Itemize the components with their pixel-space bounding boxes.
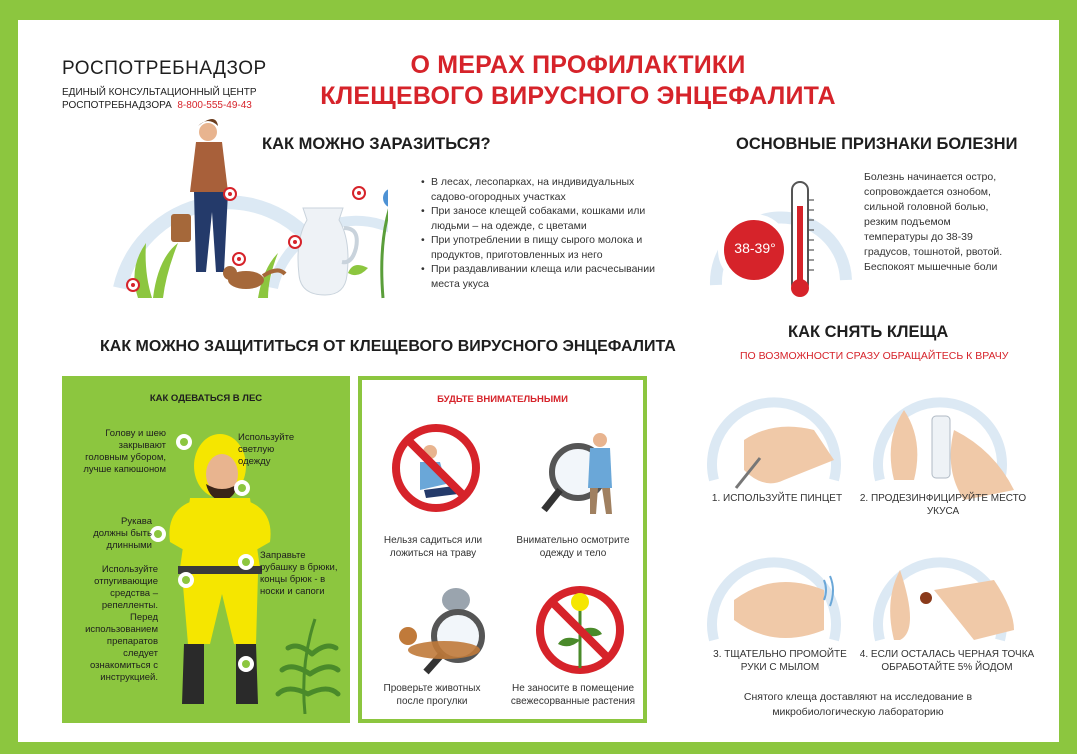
title-line1: О МЕРАХ ПРОФИЛАКТИКИ (410, 51, 746, 79)
infection-item: • При раздавливании клеща или расчесывании места укуса (431, 262, 661, 291)
removal-step-1: 1. ИСПОЛЬЗУЙТЕ ПИНЦЕТ (711, 493, 843, 504)
tick-marker-2 (232, 252, 246, 266)
removal-heading: КАК СНЯТЬ КЛЕЩА (788, 323, 949, 341)
brand-name: РОСПОТРЕБНАДЗОР (62, 58, 267, 79)
symptoms-heading: ОСНОВНЫЕ ПРИЗНАКИ БОЛЕЗНИ (736, 135, 1018, 153)
removal-subtitle: ПО ВОЗМОЖНОСТИ СРАЗУ ОБРАЩАЙТЕСЬ К ВРАЧУ (740, 350, 1009, 362)
protection-heading: КАК МОЖНО ЗАЩИТИТЬСЯ ОТ КЛЕЩЕВОГО ВИРУСНОГО ЭНЦЕФАЛИТА (100, 338, 676, 355)
no-fresh-plants-icon (530, 580, 630, 680)
temperature-badge: 38-39° (734, 240, 776, 256)
attention-panel (358, 376, 647, 723)
infection-item: • В лесах, лесопарках, на индивидуальных садово-огородных участках (431, 175, 661, 204)
clothing-repellent-note: Используйте отпугивающие средства – репелленты. Перед использованием препаратов следует ознакомиться с инструкцией. (85, 564, 158, 683)
no-sitting-on-grass-icon (386, 418, 486, 518)
clothing-panel (62, 376, 350, 723)
thermometer-illustration (706, 170, 856, 300)
tile-inspect-body-caption: Внимательно осмотрите одежду и тело (516, 535, 630, 559)
tick-marker-4 (288, 235, 302, 249)
tile-no-plants-caption: Не заносите в помещение свежесорванные растения (510, 683, 636, 707)
marker-clothing (234, 480, 250, 496)
consult-center-line1: ЕДИНЫЙ КОНСУЛЬТАЦИОННЫЙ ЦЕНТР (62, 87, 257, 98)
tick-marker-3 (126, 278, 140, 292)
marker-head (176, 434, 192, 450)
clothing-light-note: Используйте светлую одежду (238, 432, 295, 467)
removal-step-3: 3. ТЩАТЕЛЬНО ПРОМОЙТЕ РУКИ С МЫЛОМ (713, 649, 847, 673)
marker-sleeves (150, 526, 166, 542)
consult-center-line2: РОСПОТРЕБНАДЗОРА (62, 100, 172, 111)
title-line2: КЛЕЩЕВОГО ВИРУСНОГО ЭНЦЕФАЛИТА (320, 82, 836, 110)
infection-heading: КАК МОЖНО ЗАРАЗИТЬСЯ? (262, 135, 491, 153)
removal-step-2: 2. ПРОДЕЗИНФИЦИРУЙТЕ МЕСТО УКУСА (859, 493, 1027, 517)
hotline-phone[interactable]: 8-800-555-49-43 (177, 100, 252, 111)
inspect-clothing-icon (530, 418, 630, 518)
clothing-tuck-note: Заправьте рубашку в брюки, концы брюк - в носки и сапоги (260, 550, 338, 597)
clothing-sleeves-note: Рукава должны быть длинными (93, 516, 152, 551)
marker-repellent (178, 572, 194, 588)
attention-heading: БУДЬТЕ ВНИМАТЕЛЬНЫМИ (437, 394, 568, 405)
tile-no-grass-caption: Нельзя садиться или ложиться на траву (383, 535, 483, 559)
consult-center (62, 86, 282, 112)
infection-list (421, 175, 661, 291)
symptoms-text: Болезнь начинается остро, сопровождается ознобом, сильной головной болью, резким подъемом температуры до 38-39 градусов, тошнотой, рвотой. Беспокоят мышечные боли (864, 171, 1003, 273)
clothing-heading: КАК ОДЕВАТЬСЯ В ЛЕС (149, 393, 263, 404)
poster (18, 20, 1059, 742)
tick-marker-5 (352, 186, 366, 200)
tile-inspect-pets-caption: Проверьте животных после прогулки (383, 683, 481, 707)
clothing-head-note: Голову и шею закрывают головным убором, лучше капюшоном (83, 428, 166, 475)
removal-footer: Снятого клеща доставляют на исследование в микробиологическую лабораторию (743, 691, 973, 718)
infection-item: • При заносе клещей собаками, кошками или людьми – на одежде, с цветами (431, 204, 661, 233)
marker-boots (238, 656, 254, 672)
page-title (318, 50, 838, 112)
tick-marker-1 (223, 187, 237, 201)
marker-tuck (238, 554, 254, 570)
fern-plant (260, 614, 350, 714)
infection-item: • При употреблении в пищу сырого молока и продуктов, приготовленных из него (431, 233, 661, 262)
inspect-pets-icon (386, 580, 506, 680)
removal-step-4: 4. ЕСЛИ ОСТАЛАСЬ ЧЕРНАЯ ТОЧКА ОБРАБОТАЙТЕ 5% ЙОДОМ (859, 649, 1035, 673)
